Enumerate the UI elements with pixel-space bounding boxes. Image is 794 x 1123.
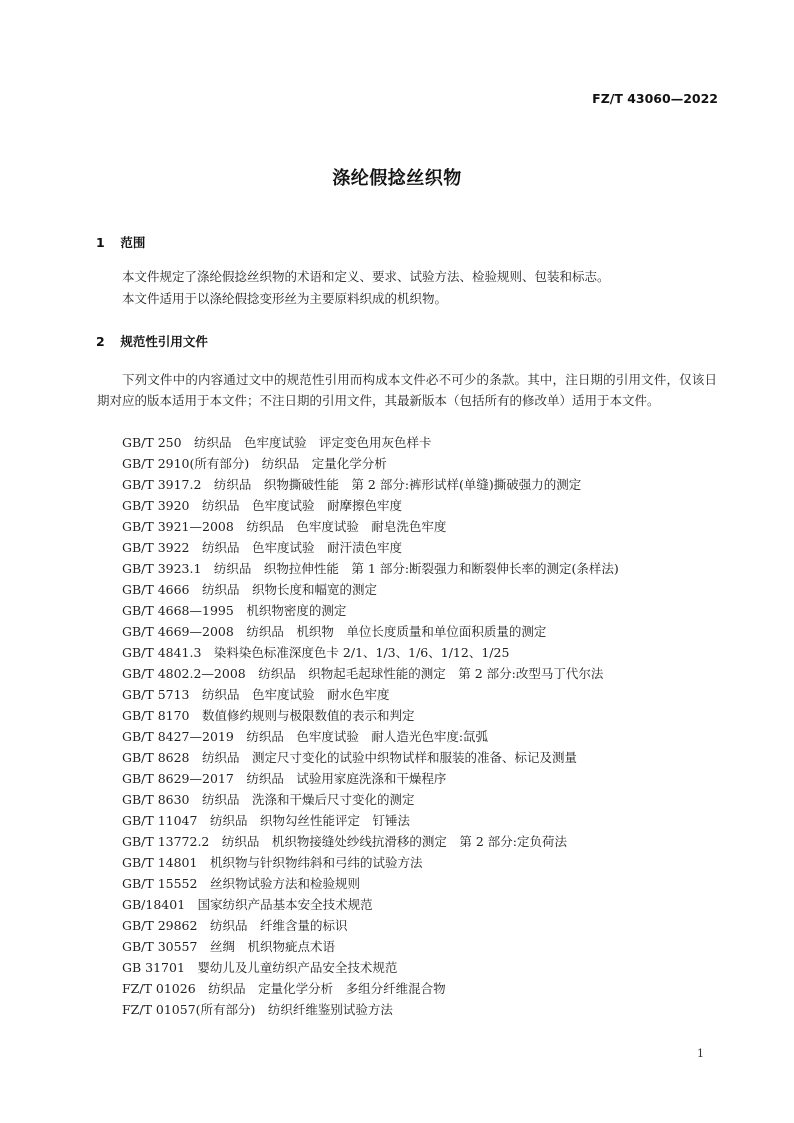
reference-item: GB/T 8630 纺织品 洗涤和干燥后尺寸变化的测定 bbox=[122, 792, 415, 807]
section-2-number: 2 bbox=[96, 334, 105, 349]
section-1-paragraph-1: 本文件规定了涤纶假捻丝织物的术语和定义、要求、试验方法、检验规则、包装和标志。 bbox=[122, 269, 610, 284]
reference-item: GB/T 3917.2 纺织品 织物撕破性能 第 2 部分:裤形试样(单缝)撕破强力的测定 bbox=[122, 477, 582, 492]
reference-item: GB/T 4669—2008 纺织品 机织物 单位长度质量和单位面积质量的测定 bbox=[122, 624, 547, 639]
reference-item: GB/T 3923.1 纺织品 织物拉伸性能 第 1 部分:断裂强力和断裂伸长率的测定(条样法) bbox=[122, 561, 619, 576]
reference-item: GB/T 2910(所有部分) 纺织品 定量化学分析 bbox=[122, 456, 387, 471]
reference-item: GB/T 15552 丝织物试验方法和检验规则 bbox=[122, 876, 360, 891]
reference-item: GB/T 8427—2019 纺织品 色牢度试验 耐人造光色牢度:氙弧 bbox=[122, 729, 489, 744]
reference-item: GB/T 4668—1995 机织物密度的测定 bbox=[122, 603, 347, 618]
reference-item: GB/T 8629—2017 纺织品 试验用家庭洗涤和干燥程序 bbox=[122, 771, 447, 786]
section-2-title: 规范性引用文件 bbox=[120, 334, 208, 349]
reference-item: GB/T 30557 丝绸 机织物疵点术语 bbox=[122, 939, 335, 954]
document-title: 涤纶假捻丝织物 bbox=[332, 168, 462, 189]
reference-item: GB/T 4802.2—2008 纺织品 织物起毛起球性能的测定 第 2 部分:改型马丁代尔法 bbox=[122, 666, 604, 681]
reference-item: GB 31701 婴幼儿及儿童纺织产品安全技术规范 bbox=[122, 960, 398, 975]
standard-code: FZ/T 43060—2022 bbox=[592, 91, 718, 106]
reference-item: GB/T 3921—2008 纺织品 色牢度试验 耐皂洗色牢度 bbox=[122, 519, 447, 534]
reference-item: GB/T 3920 纺织品 色牢度试验 耐摩擦色牢度 bbox=[122, 498, 403, 513]
reference-item: FZ/T 01026 纺织品 定量化学分析 多组分纤维混合物 bbox=[122, 981, 446, 996]
reference-item: GB/T 3922 纺织品 色牢度试验 耐汗渍色牢度 bbox=[122, 540, 403, 555]
section-1-paragraph-2: 本文件适用于以涤纶假捻变形丝为主要原料织成的机织物。 bbox=[122, 291, 448, 306]
section-1-title: 范围 bbox=[120, 235, 146, 250]
section-2-heading bbox=[96, 332, 208, 350]
section-1-heading bbox=[96, 233, 145, 251]
page-number: 1 bbox=[697, 1047, 704, 1060]
reference-list bbox=[122, 432, 722, 1020]
reference-item: GB/T 250 纺织品 色牢度试验 评定变色用灰色样卡 bbox=[122, 435, 432, 450]
reference-item: GB/T 13772.2 纺织品 机织物接缝处纱线抗滑移的测定 第 2 部分:定负荷法 bbox=[122, 834, 567, 849]
reference-item: GB/T 4666 纺织品 织物长度和幅宽的测定 bbox=[122, 582, 378, 597]
reference-item: GB/T 8170 数值修约规则与极限数值的表示和判定 bbox=[122, 708, 415, 723]
reference-item: GB/T 11047 纺织品 织物勾丝性能评定 钉锤法 bbox=[122, 813, 410, 828]
reference-item: GB/T 4841.3 染料染色标准深度色卡 2/1、1/3、1/6、1/12、1/25 bbox=[122, 645, 510, 660]
reference-item: GB/T 5713 纺织品 色牢度试验 耐水色牢度 bbox=[122, 687, 390, 702]
reference-item: GB/T 14801 机织物与针织物纬斜和弓纬的试验方法 bbox=[122, 855, 423, 870]
section-2-intro: 下列文件中的内容通过文中的规范性引用而构成本文件必不可少的条款。其中，注日期的引用文件，仅该日期对应的版本适用于本文件；不注日期的引用文件，其最新版本（包括所有的修改单）适用于本文件。 bbox=[97, 372, 717, 408]
section-1-number: 1 bbox=[96, 235, 105, 250]
reference-item: GB/18401 国家纺织产品基本安全技术规范 bbox=[122, 897, 373, 912]
reference-item: FZ/T 01057(所有部分) 纺织纤维鉴别试验方法 bbox=[122, 1002, 393, 1017]
reference-item: GB/T 29862 纺织品 纤维含量的标识 bbox=[122, 918, 348, 933]
reference-item: GB/T 8628 纺织品 测定尺寸变化的试验中织物试样和服装的准备、标记及测量 bbox=[122, 750, 578, 765]
